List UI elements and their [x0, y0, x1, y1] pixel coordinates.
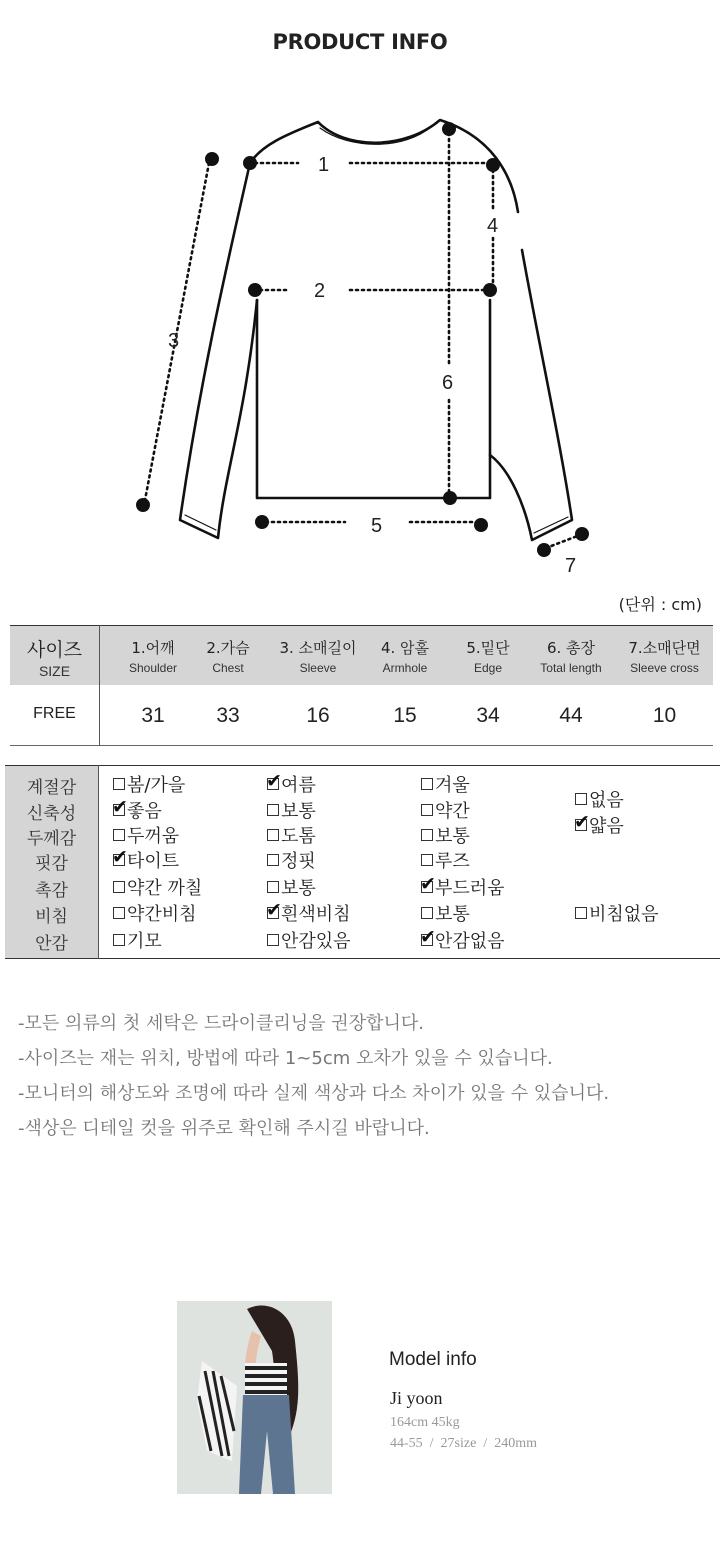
property-label: 두께감 — [26, 829, 77, 849]
property-option[interactable] — [575, 900, 659, 926]
fabric-property-table — [5, 765, 720, 959]
property-option-label: 부드러움 — [435, 878, 505, 899]
diagram-label-3: 3 — [168, 330, 180, 352]
size-table — [10, 625, 713, 746]
sleeve-cross-value: 10 — [652, 704, 677, 727]
property-option-label: 루즈 — [435, 851, 470, 872]
property-option[interactable] — [267, 797, 316, 823]
checked-box-icon[interactable] — [420, 873, 436, 895]
property-option[interactable] — [421, 874, 505, 900]
checkbox-icon[interactable] — [113, 881, 125, 893]
property-option-label: 타이트 — [127, 851, 180, 872]
sleeve-header: 3. 소매길이 Sleeve — [279, 639, 357, 675]
property-option[interactable] — [575, 786, 624, 812]
checkbox-icon[interactable] — [113, 778, 125, 790]
note-size-tolerance: -사이즈는 재는 위치, 방법에 따라 1~5cm 오차가 있을 수 있습니다. — [18, 1048, 553, 1069]
property-option-label: 보통 — [281, 878, 316, 899]
diagram-label-2: 2 — [314, 280, 326, 302]
checkbox-icon[interactable] — [113, 934, 125, 946]
property-label: 핏감 — [35, 854, 68, 874]
armhole-value: 15 — [393, 704, 417, 727]
note-detail-cut: -색상은 디테일 컷을 위주로 확인해 주시길 바랍니다. — [18, 1118, 430, 1139]
size-value: FREE — [33, 705, 76, 722]
model-size-stats: 44-55 / 27size / 240mm — [390, 1436, 537, 1451]
property-option-label: 약간 까칠 — [127, 878, 203, 899]
chest-value: 33 — [216, 704, 240, 727]
property-option[interactable] — [113, 927, 162, 953]
note-color-difference: -모니터의 해상도와 조명에 따라 실제 색상과 다소 차이가 있을 수 있습니다. — [18, 1083, 610, 1104]
edge-header: 5.밑단 Edge — [466, 639, 510, 675]
model-body-stats: 164cm 45kg — [390, 1415, 460, 1430]
checkmark-icon: ✔ — [266, 899, 282, 921]
property-option[interactable] — [113, 797, 162, 823]
checkmark-icon: ✔ — [112, 796, 128, 818]
property-option[interactable] — [421, 771, 470, 797]
diagram-label-7: 7 — [565, 555, 577, 577]
total-length-header: 6. 총장 Total length — [540, 639, 602, 675]
checkbox-icon[interactable] — [421, 804, 433, 816]
note-dry-cleaning: -모든 의류의 첫 세탁은 드라이클리닝을 권장합니다. — [18, 1013, 424, 1034]
property-option[interactable] — [267, 874, 316, 900]
model-photo-illustration — [177, 1301, 332, 1494]
model-info-title: Model info — [389, 1349, 477, 1370]
property-option[interactable] — [267, 927, 351, 953]
shoulder-value: 31 — [141, 704, 165, 727]
property-option-label: 안감없음 — [435, 931, 505, 952]
property-option[interactable] — [421, 847, 470, 873]
property-option-label: 기모 — [127, 931, 162, 952]
property-option-label: 약간비침 — [127, 904, 197, 925]
property-option[interactable] — [113, 822, 179, 848]
property-option-label: 비침없음 — [589, 904, 659, 925]
diagram-label-1: 1 — [318, 154, 330, 176]
checkbox-icon[interactable] — [575, 793, 587, 805]
property-label: 안감 — [35, 934, 68, 954]
checkbox-icon[interactable] — [113, 907, 125, 919]
diagram-label-4: 4 — [487, 215, 499, 237]
unit-label: (단위 : cm) — [618, 595, 702, 614]
checkbox-icon[interactable] — [267, 934, 279, 946]
property-option[interactable] — [267, 900, 351, 926]
checkbox-icon[interactable] — [267, 829, 279, 841]
checkmark-icon: ✔ — [420, 873, 436, 895]
checkbox-icon[interactable] — [421, 854, 433, 866]
property-option[interactable] — [421, 822, 470, 848]
property-option-label: 보통 — [281, 801, 316, 822]
property-option[interactable] — [421, 900, 470, 926]
property-option[interactable] — [575, 812, 624, 838]
property-option-label: 겨울 — [435, 775, 470, 796]
property-label: 계절감 — [26, 778, 77, 798]
chest-header: 2.가슴 Chest — [206, 639, 250, 675]
garment-measurement-diagram — [0, 0, 720, 590]
checkbox-icon[interactable] — [267, 804, 279, 816]
property-option-label: 없음 — [589, 790, 624, 811]
property-option[interactable] — [267, 771, 316, 797]
property-option[interactable] — [267, 822, 316, 848]
checkbox-icon[interactable] — [113, 829, 125, 841]
property-option[interactable] — [113, 771, 185, 797]
model-name: Ji yoon — [390, 1388, 443, 1408]
property-option-label: 보통 — [435, 904, 470, 925]
shoulder-header: 1.어깨 Shoulder — [128, 639, 178, 675]
checkbox-icon[interactable] — [267, 854, 279, 866]
checked-box-icon[interactable] — [420, 926, 436, 948]
size-header: 사이즈 SIZE — [26, 639, 83, 679]
checked-box-icon[interactable] — [112, 796, 128, 818]
property-option-label: 흰색비침 — [281, 904, 351, 925]
checkbox-icon[interactable] — [575, 907, 587, 919]
property-option-label: 두꺼움 — [127, 826, 180, 847]
diagram-label-5: 5 — [371, 515, 383, 537]
checkmark-icon: ✔ — [112, 846, 128, 868]
checkbox-icon[interactable] — [421, 829, 433, 841]
checkbox-icon[interactable] — [421, 778, 433, 790]
property-option-label: 안감있음 — [281, 931, 351, 952]
checkmark-icon: ✔ — [266, 770, 282, 792]
checked-box-icon[interactable] — [266, 899, 282, 921]
property-option[interactable] — [113, 900, 197, 926]
property-option-label: 얇음 — [589, 816, 624, 837]
checked-box-icon[interactable] — [112, 846, 128, 868]
checkbox-icon[interactable] — [421, 907, 433, 919]
diagram-label-6: 6 — [442, 372, 454, 394]
property-option-label: 정핏 — [281, 851, 316, 872]
checkmark-icon: ✔ — [574, 811, 590, 833]
checked-box-icon[interactable] — [574, 811, 590, 833]
armhole-header: 4. 암홀 Armhole — [380, 639, 430, 675]
model-photo — [177, 1301, 332, 1494]
property-label: 촉감 — [35, 881, 68, 901]
property-option[interactable] — [421, 927, 505, 953]
property-option-label: 약간 — [435, 801, 470, 822]
page-title: PRODUCT INFO — [272, 30, 448, 54]
sleeve-cross-header: 7.소매단면 Sleeve cross — [628, 639, 701, 675]
checked-box-icon[interactable] — [266, 770, 282, 792]
property-option[interactable] — [267, 847, 316, 873]
property-label: 비침 — [35, 907, 68, 927]
property-option-label: 봄/가을 — [127, 775, 186, 796]
property-option-label: 좋음 — [127, 801, 162, 822]
property-option[interactable] — [113, 874, 202, 900]
property-label: 신축성 — [26, 804, 77, 824]
property-option-label: 도톰 — [281, 826, 316, 847]
property-option-label: 보통 — [435, 826, 470, 847]
edge-value: 34 — [476, 704, 500, 727]
property-option-label: 여름 — [281, 775, 316, 796]
property-option[interactable] — [113, 847, 179, 873]
total-length-value: 44 — [559, 704, 583, 727]
sleeve-value: 16 — [306, 704, 330, 727]
property-option[interactable] — [421, 797, 470, 823]
checkbox-icon[interactable] — [267, 881, 279, 893]
checkmark-icon: ✔ — [420, 926, 436, 948]
